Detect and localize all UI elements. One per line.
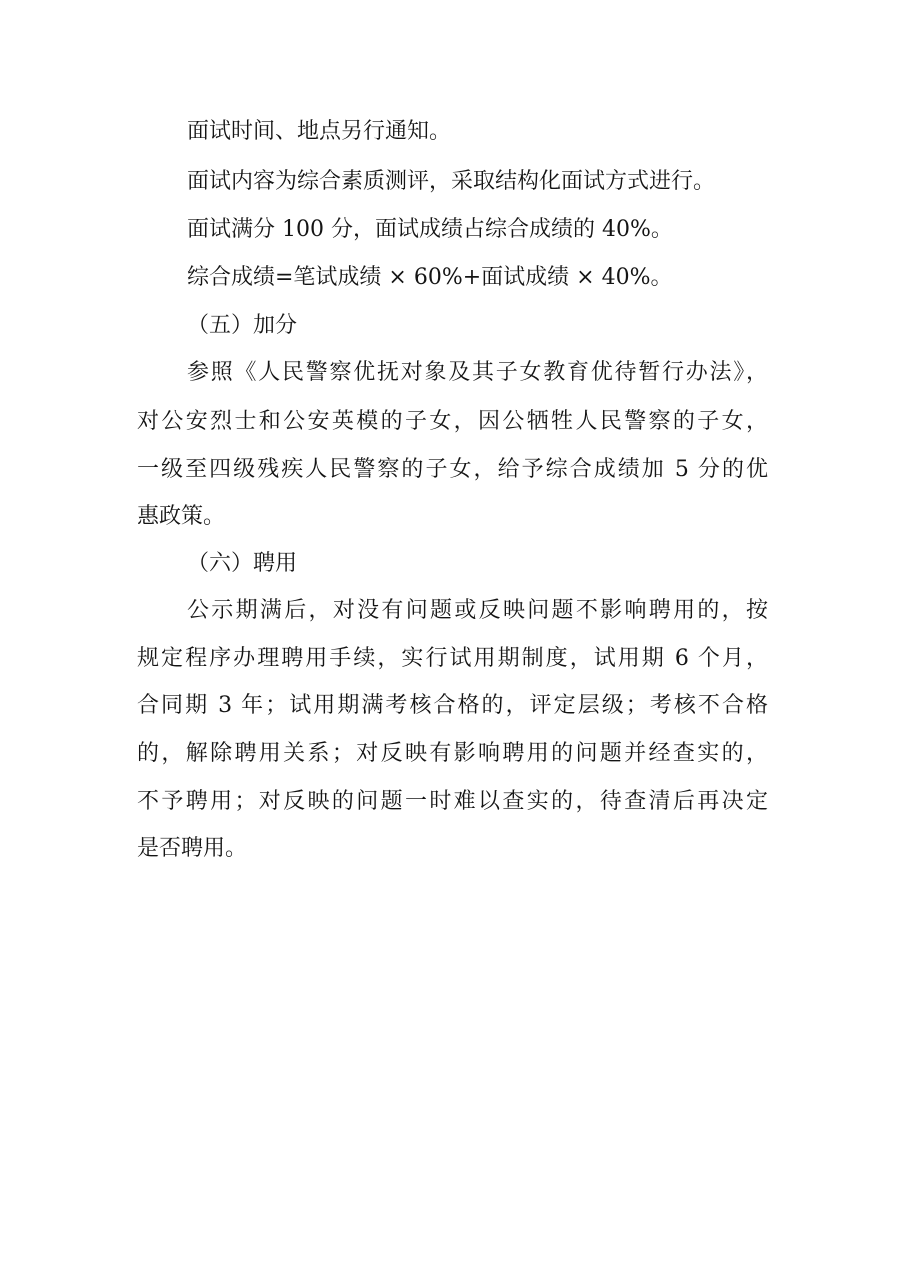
section-heading-hiring: （六）聘用 xyxy=(187,551,298,576)
paragraph-bonus-line-2: 对公安烈士和公安英模的子女，因公牺牲人民警察的子女， xyxy=(137,409,768,434)
paragraph-bonus-line-1: 参照《人民警察优抚对象及其子女教育优待暂行办法》， xyxy=(187,360,768,385)
paragraph-bonus-line-3: 一级至四级残疾人民警察的子女，给予综合成绩加 5 分的优 xyxy=(137,457,768,482)
section-heading-bonus: （五）加分 xyxy=(187,313,298,338)
paragraph-hiring-line-1: 公示期满后，对没有问题或反映问题不影响聘用的，按 xyxy=(187,598,768,623)
paragraph-hiring-line-3: 合同期 3 年；试用期满考核合格的，评定层级；考核不合格 xyxy=(137,693,768,718)
paragraph-hiring-line-6: 是否聘用。 xyxy=(137,836,248,861)
paragraph-hiring-line-2: 规定程序办理聘用手续，实行试用期制度，试用期 6 个月， xyxy=(137,646,768,671)
paragraph-interview-notice: 面试时间、地点另行通知。 xyxy=(187,119,452,144)
paragraph-composite-formula: 综合成绩=笔试成绩 × 60%+面试成绩 × 40%。 xyxy=(187,265,673,290)
paragraph-bonus-line-4: 惠政策。 xyxy=(137,504,226,529)
paragraph-interview-score: 面试满分 100 分，面试成绩占综合成绩的 40%。 xyxy=(187,217,673,242)
paragraph-hiring-line-4: 的，解除聘用关系；对反映有影响聘用的问题并经查实的， xyxy=(137,741,768,766)
paragraph-hiring-line-5: 不予聘用；对反映的问题一时难以查实的，待查清后再决定 xyxy=(137,789,768,814)
paragraph-interview-content: 面试内容为综合素质测评，采取结构化面试方式进行。 xyxy=(187,169,716,194)
